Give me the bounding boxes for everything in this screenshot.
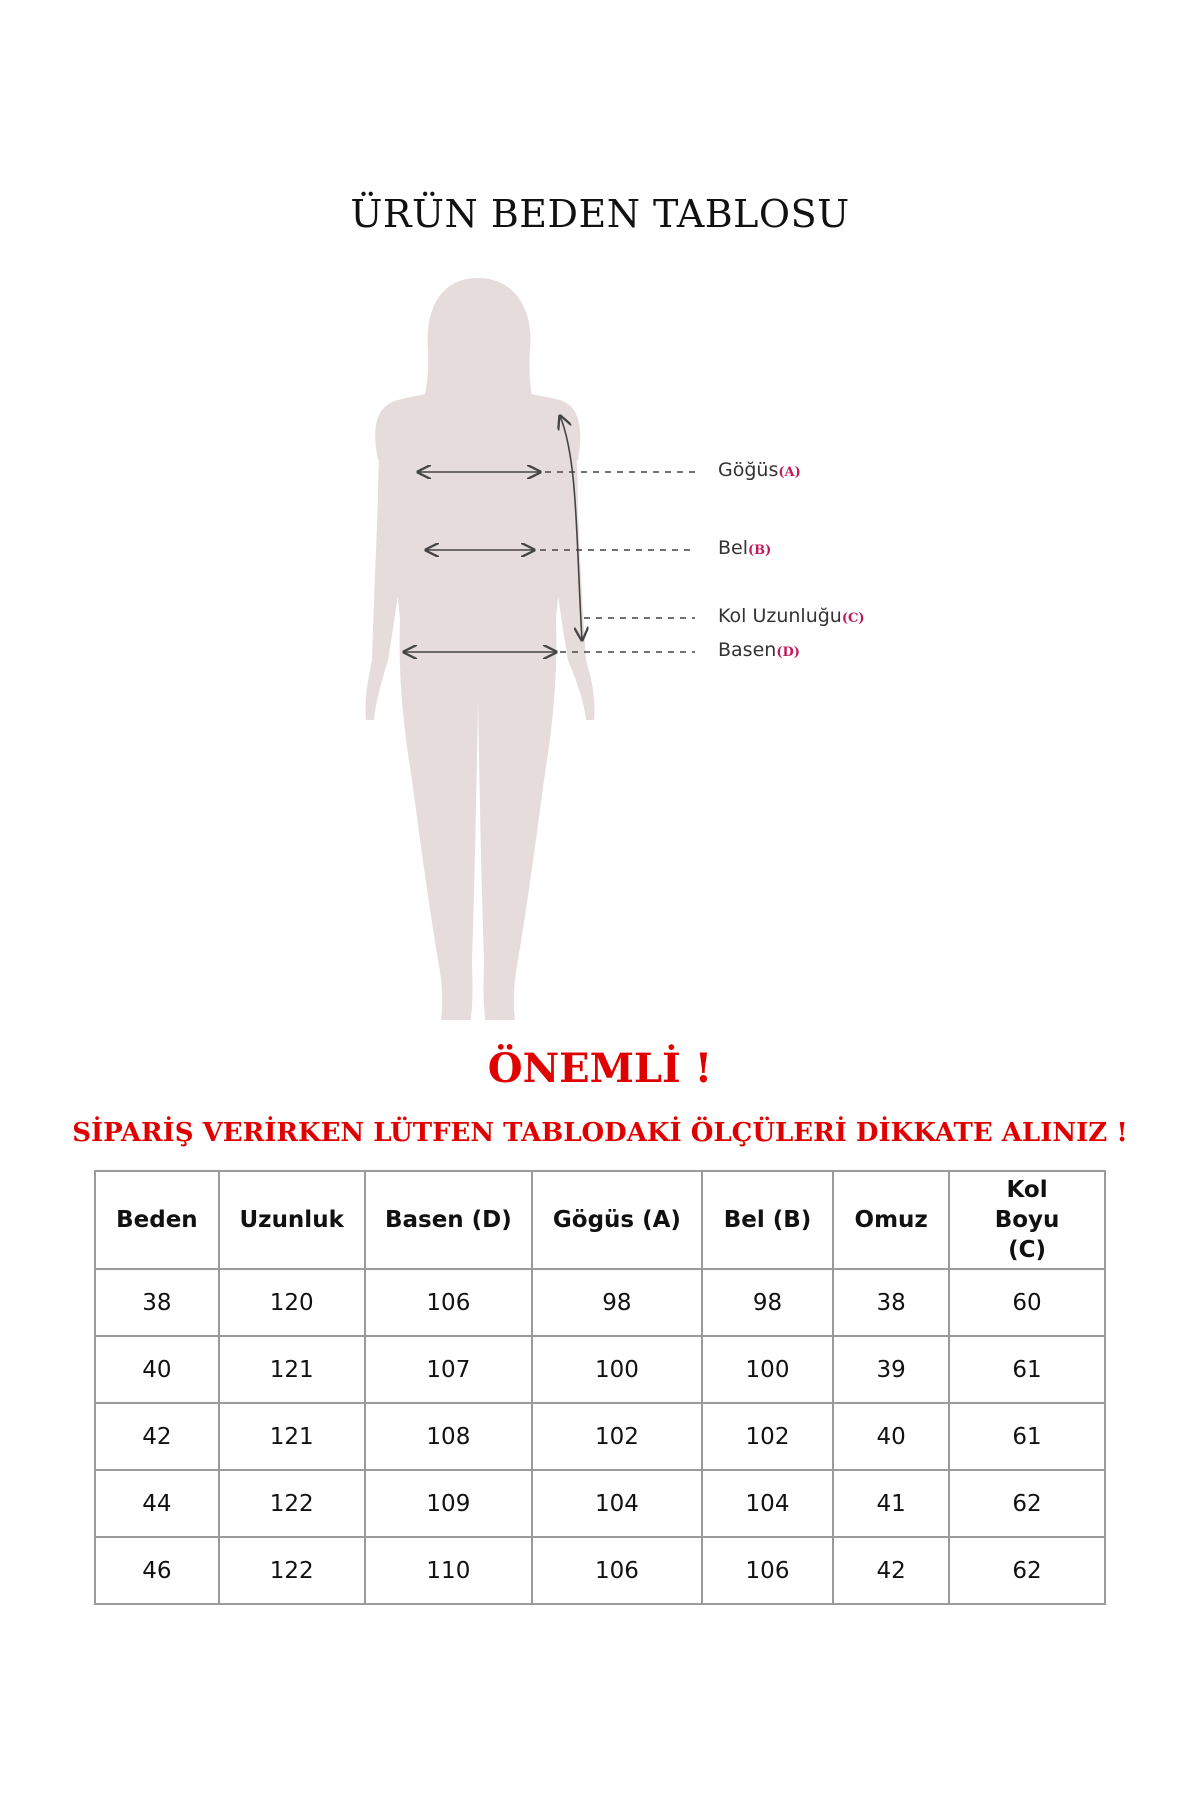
column-header: Uzunluk <box>219 1171 365 1269</box>
table-cell: 61 <box>949 1336 1105 1403</box>
table-cell: 38 <box>833 1269 949 1336</box>
table-cell: 60 <box>949 1269 1105 1336</box>
table-cell: 122 <box>219 1537 365 1604</box>
important-heading: ÖNEMLİ ! <box>487 1045 713 1092</box>
table-cell: 41 <box>833 1470 949 1537</box>
table-cell: 109 <box>365 1470 533 1537</box>
table-cell: 98 <box>702 1269 834 1336</box>
table-cell: 102 <box>532 1403 702 1470</box>
table-cell: 121 <box>219 1336 365 1403</box>
column-header: Beden <box>95 1171 219 1269</box>
table-cell: 108 <box>365 1403 533 1470</box>
table-cell: 98 <box>532 1269 702 1336</box>
table-row <box>95 1403 1105 1470</box>
table-cell: 122 <box>219 1470 365 1537</box>
column-header: Omuz <box>833 1171 949 1269</box>
order-warning: SİPARİŞ VERİRKEN LÜTFEN TABLODAKİ ÖLÇÜLERİ DİKKATE ALINIZ ! <box>72 1118 1128 1148</box>
table-row <box>95 1537 1105 1604</box>
table-cell: 62 <box>949 1470 1105 1537</box>
label-chest: Göğüs(A) <box>718 459 801 481</box>
table-cell: 106 <box>702 1537 834 1604</box>
table-header-row <box>95 1171 1105 1269</box>
table-row <box>95 1269 1105 1336</box>
page-title: ÜRÜN BEDEN TABLOSU <box>350 192 850 236</box>
label-hip: Basen(D) <box>718 639 800 661</box>
table-cell: 39 <box>833 1336 949 1403</box>
silhouette-diagram <box>0 260 1200 1020</box>
table-cell: 120 <box>219 1269 365 1336</box>
table-cell: 104 <box>702 1470 834 1537</box>
table-cell: 61 <box>949 1403 1105 1470</box>
table-cell: 100 <box>532 1336 702 1403</box>
woman-silhouette <box>365 278 594 1020</box>
body-measurement-figure <box>0 260 1200 1020</box>
column-header: Kol Boyu (C) <box>949 1171 1105 1269</box>
table-cell: 110 <box>365 1537 533 1604</box>
table-row <box>95 1470 1105 1537</box>
column-header: Gögüs (A) <box>532 1171 702 1269</box>
table-cell: 42 <box>833 1537 949 1604</box>
table-cell: 100 <box>702 1336 834 1403</box>
table-cell: 44 <box>95 1470 219 1537</box>
size-table <box>94 1170 1106 1605</box>
table-row <box>95 1336 1105 1403</box>
column-header: Basen (D) <box>365 1171 533 1269</box>
table-cell: 42 <box>95 1403 219 1470</box>
table-cell: 104 <box>532 1470 702 1537</box>
table-cell: 62 <box>949 1537 1105 1604</box>
label-sleeve-length: Kol Uzunluğu(C) <box>718 605 865 627</box>
table-cell: 102 <box>702 1403 834 1470</box>
column-header: Bel (B) <box>702 1171 834 1269</box>
table-cell: 40 <box>95 1336 219 1403</box>
table-cell: 38 <box>95 1269 219 1336</box>
table-cell: 40 <box>833 1403 949 1470</box>
table-cell: 106 <box>532 1537 702 1604</box>
label-waist: Bel(B) <box>718 537 772 559</box>
table-cell: 107 <box>365 1336 533 1403</box>
table-cell: 121 <box>219 1403 365 1470</box>
table-cell: 106 <box>365 1269 533 1336</box>
table-cell: 46 <box>95 1537 219 1604</box>
